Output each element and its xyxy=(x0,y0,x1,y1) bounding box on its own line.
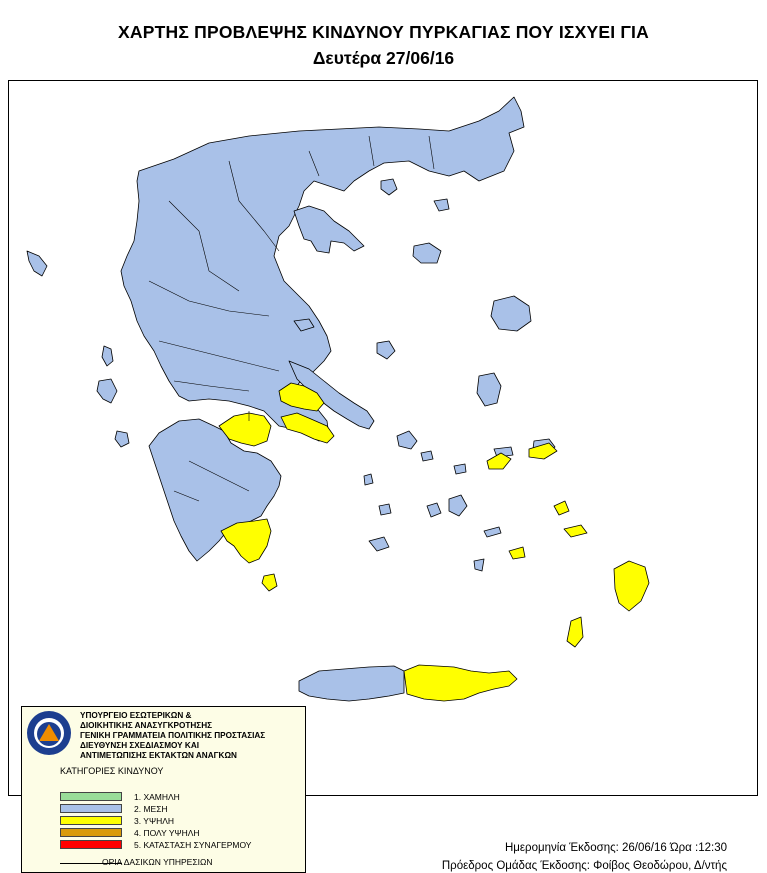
island-kythira-high[interactable] xyxy=(262,574,277,591)
legend-swatch-2 xyxy=(60,804,122,813)
island-serifos[interactable] xyxy=(379,504,391,515)
region-crete-west[interactable] xyxy=(299,666,404,701)
agency-line-2: ΔΙΟΙΚΗΤΙΚΗΣ ΑΝΑΣΥΓΚΡΟΤΗΣΗΣ xyxy=(80,721,213,730)
legend-label-4: 4. ΠΟΛΥ ΥΨΗΛΗ xyxy=(134,828,200,838)
page-title: ΧΑΡΤΗΣ ΠΡΟΒΛΕΨΗΣ ΚΙΝΔΥΝΟΥ ΠΥΡΚΑΓΙΑΣ ΠΟΥ ΙΣΧΥΕΙ ΓΙΑ xyxy=(118,22,649,42)
legend-label-1: 1. ΧΑΜΗΛΗ xyxy=(134,792,180,802)
island-paros[interactable] xyxy=(427,503,441,517)
island-lefkada[interactable] xyxy=(102,346,113,366)
legend-panel xyxy=(21,706,306,873)
island-thasos[interactable] xyxy=(381,179,397,195)
island-zakynthos[interactable] xyxy=(115,431,129,447)
region-crete-east-high[interactable] xyxy=(404,665,517,701)
island-limnos[interactable] xyxy=(413,243,441,263)
categories-title: ΚΑΤΗΓΟΡΙΕΣ ΚΙΝΔΥΝΟΥ xyxy=(60,766,164,776)
agency-line-4: ΔΙΕΥΘΥΝΣΗ ΣΧΕΔΙΑΣΜΟΥ ΚΑΙ xyxy=(80,741,200,750)
island-karpathos-high[interactable] xyxy=(567,617,583,647)
issue-date: Ημερομηνία Έκδοσης: 26/06/16 Ώρα :12:30 xyxy=(505,842,727,854)
legend-label-3: 3. ΥΨΗΛΗ xyxy=(134,816,175,826)
island-andros[interactable] xyxy=(397,431,417,449)
legend-swatch-5 xyxy=(60,840,122,849)
legend-swatch-1 xyxy=(60,792,122,801)
legend-label-2: 2. ΜΕΣΗ xyxy=(134,804,168,814)
legend-swatch-3 xyxy=(60,816,122,825)
island-astypalea-high[interactable] xyxy=(509,547,525,559)
issue-chair: Πρόεδρος Ομάδας Έκδοσης: Φοίβος Θεοδώρου, Δ/ντής xyxy=(441,860,727,872)
island-tinos[interactable] xyxy=(421,451,433,461)
island-skyros[interactable] xyxy=(377,341,395,359)
legend-label-5: 5. ΚΑΤΑΣΤΑΣΗ ΣΥΝΑΓΕΡΜΟΥ xyxy=(134,840,252,850)
island-mykonos[interactable] xyxy=(454,464,466,474)
island-milos[interactable] xyxy=(369,537,389,551)
island-kalymnos-high[interactable] xyxy=(554,501,569,515)
region-chalkidiki[interactable] xyxy=(294,206,364,253)
island-naxos[interactable] xyxy=(449,495,467,516)
island-kos-high[interactable] xyxy=(564,525,587,537)
region-attica-high[interactable] xyxy=(281,413,334,443)
legend-swatch-4 xyxy=(60,828,122,837)
island-chios[interactable] xyxy=(477,373,501,406)
island-lesvos[interactable] xyxy=(491,296,531,331)
island-amorgos[interactable] xyxy=(484,527,501,537)
civil-protection-logo xyxy=(26,710,72,756)
agency-line-1: ΥΠΟΥΡΓΕΙΟ ΕΣΩΤΕΡΙΚΩΝ & xyxy=(80,711,192,720)
forest-boundary-label: ΟΡΙΑ ΔΑΣΙΚΩΝ ΥΠΗΡΕΣΙΩΝ xyxy=(102,857,213,867)
island-corfu[interactable] xyxy=(27,251,47,276)
map-frame xyxy=(8,80,758,872)
greece-map xyxy=(9,81,757,795)
island-kea[interactable] xyxy=(364,474,373,485)
island-kefalonia[interactable] xyxy=(97,379,117,403)
agency-line-3: ΓΕΝΙΚΗ ΓΡΑΜΜΑΤΕΙΑ ΠΟΛΙΤΙΚΗΣ ΠΡΟΣΤΑΣΙΑΣ xyxy=(80,731,266,740)
island-rhodes-high[interactable] xyxy=(614,561,649,611)
island-samothraki[interactable] xyxy=(434,199,449,211)
page-subtitle: Δευτέρα 27/06/16 xyxy=(312,48,455,68)
agency-line-5: ΑΝΤΙΜΕΤΩΠΙΣΗΣ ΕΚΤΑΚΤΩΝ ΑΝΑΓΚΩΝ xyxy=(80,751,237,760)
island-thira[interactable] xyxy=(474,559,484,571)
